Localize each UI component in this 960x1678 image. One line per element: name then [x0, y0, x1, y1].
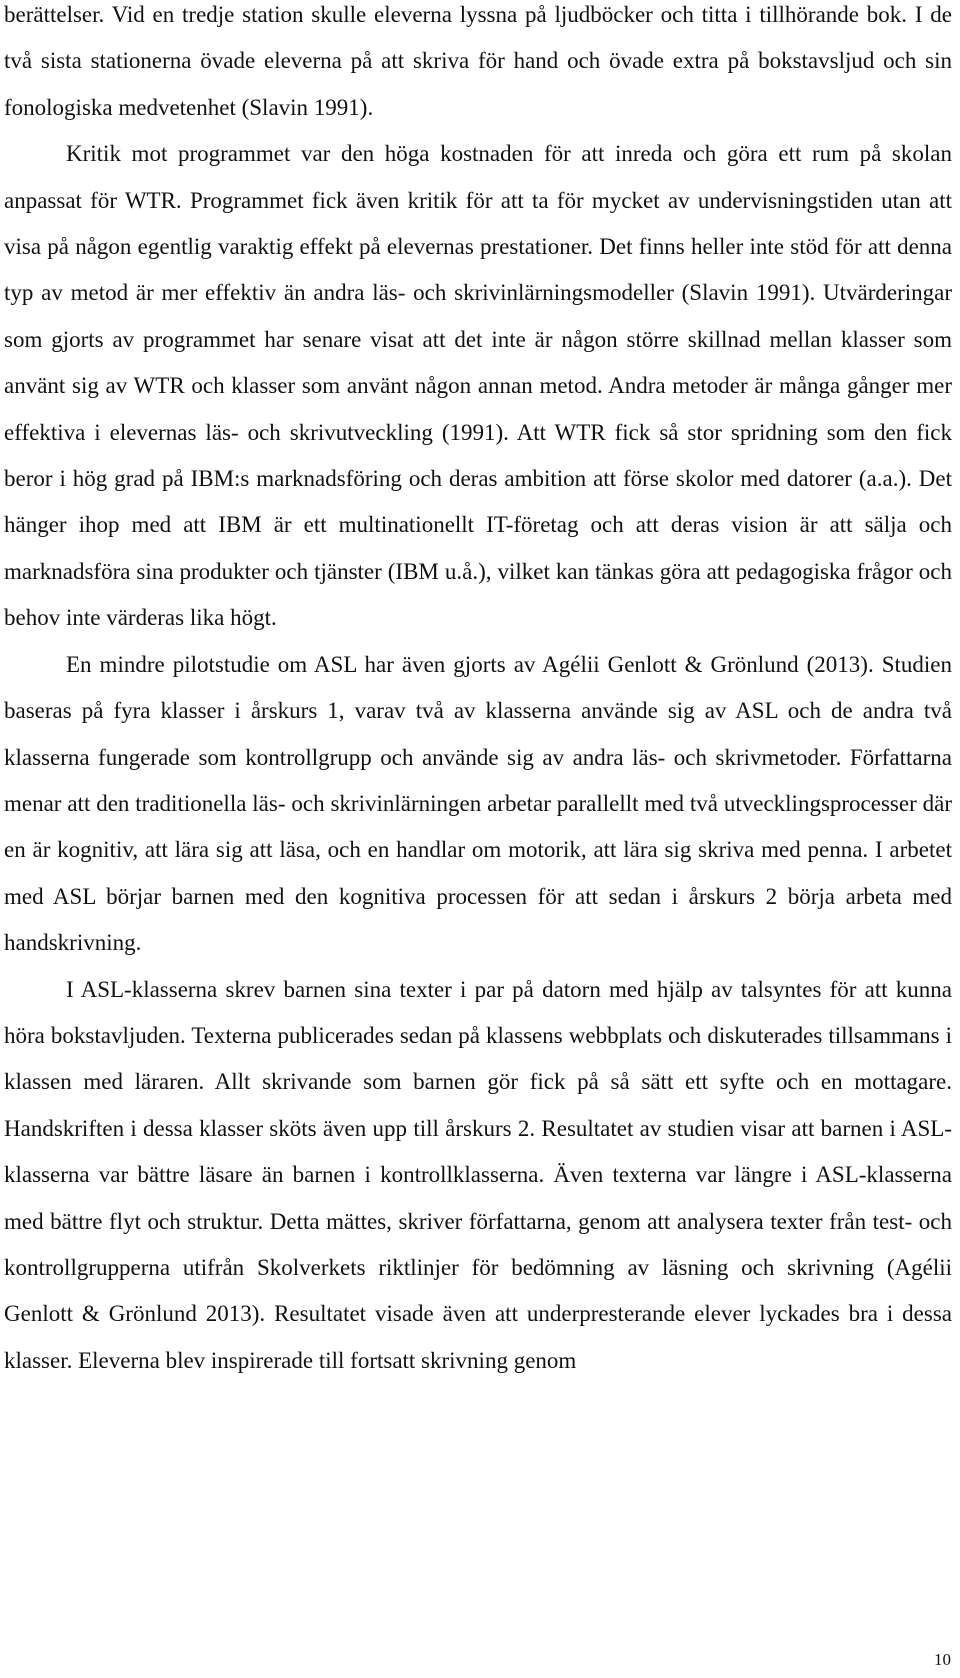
page-number: 10 [934, 1650, 951, 1669]
body-text [4, 0, 952, 1384]
paragraph-continuation: berättelser. Vid en tredje station skulle eleverna lyssna på ljudböcker och titta i tillhörande bok. I de två sista stationerna övade eleverna på att skriva för hand och övade extra på bokstavsljud och sin fonologiska medvetenhet (Slavin 1991). [4, 2, 952, 120]
paragraph-wtr-criticism: Kritik mot programmet var den höga kostnaden för att inreda och göra ett rum på skolan anpassat för WTR. Programmet fick även kritik för att ta för mycket av undervisningstiden utan att visa på någon egentlig varaktig effekt på elevernas prestationer. Det finns heller inte stöd för att denna typ av metod är mer effektiv än andra läs- och skrivinlärningsmodeller (Slavin 1991). Utvärderingar som gjorts av programmet har senare visat att det inte är någon större skillnad mellan klasser som använt sig av WTR och klasser som använt någon annan metod. Andra metoder är många gånger mer effektiva i elevernas läs- och skrivutveckling (1991). Att WTR fick så stor spridning som den fick beror i hög grad på IBM:s marknadsföring och deras ambition att förse skolor med datorer (a.a.). Det hänger ihop med att IBM är ett multinationellt IT-företag och att deras vision är att sälja och marknadsföra sina produkter och tjänster (IBM u.å.), vilket kan tänkas göra att pedagogiska frågor och behov inte värderas lika högt. [4, 141, 952, 631]
paragraph-asl-classes: I ASL-klasserna skrev barnen sina texter i par på datorn med hjälp av talsyntes för att kunna höra bokstavljuden. Texterna publicerades sedan på klassens webbplats och diskuterades tillsammans i klassen med läraren. Allt skrivande som barnen gör fick på så sätt ett syfte och en mottagare. Handskriften i dessa klasser sköts även upp till årskurs 2. Resultatet av studien visar att barnen i ASL-klasserna var bättre läsare än barnen i kontrollklasserna. Även texterna var längre i ASL-klasserna med bättre flyt och struktur. Detta mättes, skriver författarna, genom att analysera texter från test- och kontrollgrupperna utifrån Skolverkets riktlinjer för bedömning av läsning och skrivning (Agélii Genlott & Grönlund 2013). Resultatet visade även att underpresterande elever lyckades bra i dessa klasser. Eleverna blev inspirerade till fortsatt skrivning genom [4, 976, 952, 1373]
paragraph-asl-pilot-study: En mindre pilotstudie om ASL har även gjorts av Agélii Genlott & Grönlund (2013). Studien baseras på fyra klasser i årskurs 1, varav två av klasserna använde sig av ASL och de andra två klasserna fungerade som kontrollgrupp och använde sig av andra läs- och skrivmetoder. Författarna menar att den traditionella läs- och skrivinlärningen arbetar parallellt med två utvecklingsprocesser där en är kognitiv, att lära sig att läsa, och en handlar om motorik, att lära sig skriva med penna. I arbetet med ASL börjar barnen med den kognitiva processen för att sedan i årskurs 2 börja arbeta med handskrivning. [4, 651, 952, 956]
